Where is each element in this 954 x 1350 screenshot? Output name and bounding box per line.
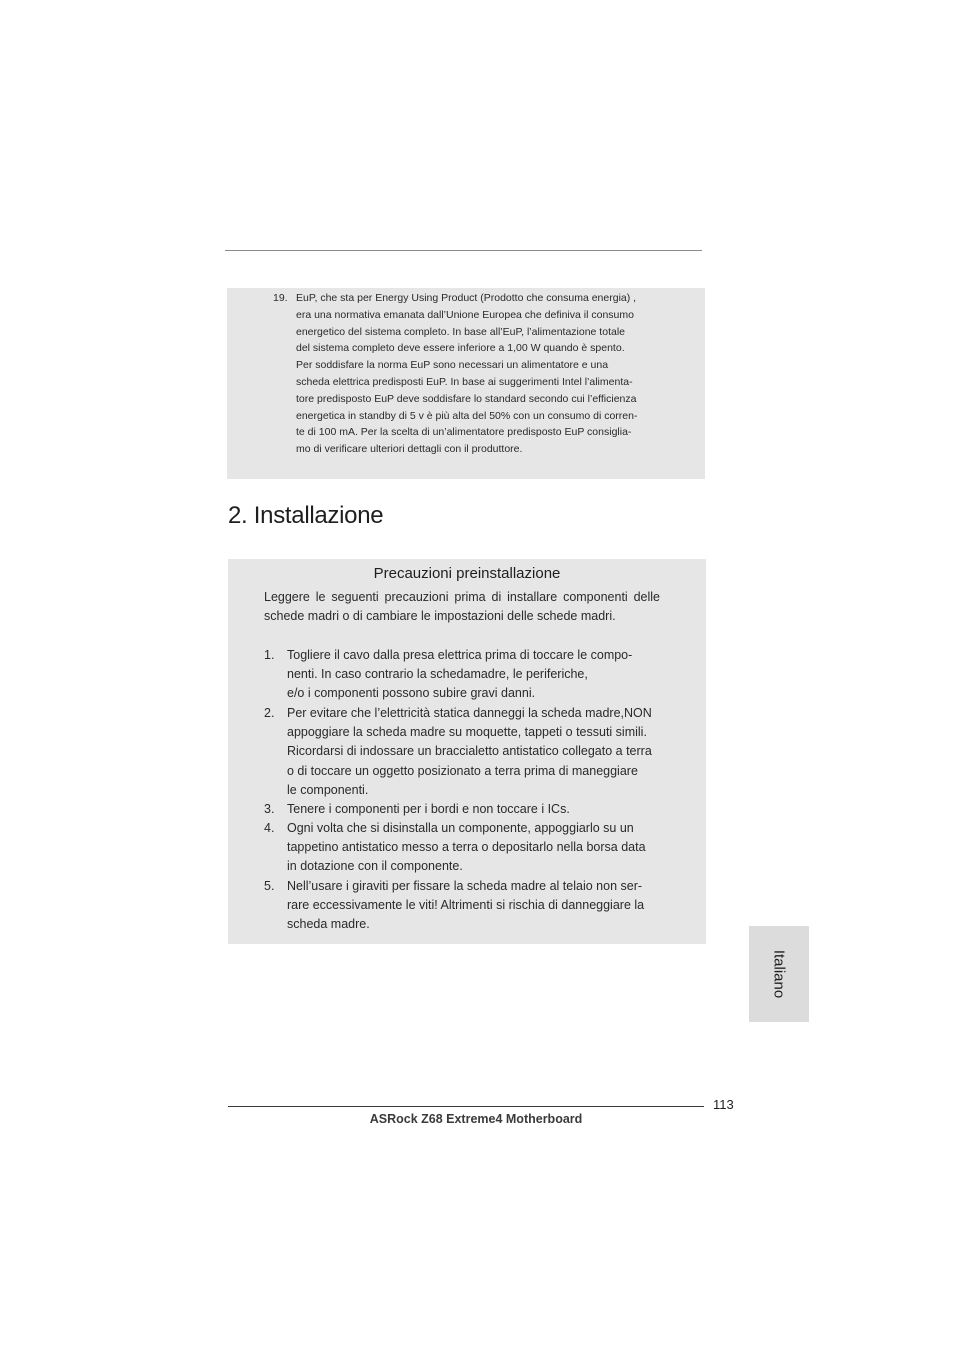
item-line: nenti. In caso contrario la schedamadre, le periferiche, — [287, 667, 588, 682]
precautions-intro — [264, 588, 660, 626]
item-line: in dotazione con il componente. — [287, 859, 463, 874]
footnote-text — [296, 290, 668, 458]
section-title: 2. Installazione — [228, 502, 384, 529]
item-text — [287, 704, 652, 800]
footnote-line: tore predisposto EuP deve soddisfare lo standard secondo cui l’efficienza — [296, 392, 637, 405]
item-number: 2. — [264, 706, 275, 720]
precautions-title: Precauzioni preinstallazione — [373, 565, 561, 582]
item-line: Ricordarsi di indossare un braccialetto antistatico collegato a terra — [287, 744, 652, 759]
item-line: appoggiare la scheda madre su moquette, tappeti o tessuti simili. — [287, 725, 647, 740]
footnote-line: mo di verificare ulteriori dettagli con il produttore. — [296, 443, 523, 456]
item-line: Togliere il cavo dalla presa elettrica prima di toccare le compo- — [287, 648, 633, 662]
language-label: Italiano — [770, 949, 788, 999]
item-text — [287, 646, 632, 704]
footnote-line: energetica in standby di 5 v è più alta del 50% con un consumo di corren- — [296, 409, 638, 422]
footnote-line: te di 100 mA. Per la scelta di un’alimentatore predisposto EuP consiglia- — [296, 426, 632, 439]
footnote-number: 19. — [273, 292, 288, 304]
item-number: 3. — [264, 802, 275, 816]
bottom-rule — [228, 1106, 704, 1107]
footnote-line: EuP, che sta per Energy Using Product (Prodotto che consuma energia) , — [296, 292, 637, 304]
footnote-line: del sistema completo deve essere inferiore a 1,00 W quando è spento. — [296, 342, 625, 355]
intro-line: schede madri o di cambiare le impostazioni delle schede madri. — [264, 609, 616, 624]
footer-text: ASRock Z68 Extreme4 Motherboard — [369, 1112, 583, 1126]
item-line: Nell’usare i giraviti per fissare la scheda madre al telaio non ser- — [287, 879, 643, 893]
top-rule — [225, 250, 702, 251]
item-line: tappetino antistatico messo a terra o depositarlo nella borsa data — [287, 840, 646, 855]
item-line: o di toccare un oggetto posizionato a terra prima di maneggiare — [287, 763, 638, 778]
item-line: rare eccessivamente le viti! Altrimenti si rischia di danneggiare la — [287, 898, 645, 913]
item-text — [287, 819, 646, 877]
item-line: e/o i componenti possono subire gravi danni. — [287, 686, 536, 701]
footnote-line: Per soddisfare la norma EuP sono necessari un alimentatore e una — [296, 359, 609, 372]
item-number: 5. — [264, 879, 275, 893]
footnote-line: scheda elettrica predisposti EuP. In base ai suggerimenti Intel l’alimenta- — [296, 375, 633, 388]
footnote-line: energetico del sistema completo. In base all’EuP, l’alimentazione totale — [296, 325, 625, 338]
item-line: Ogni volta che si disinstalla un componente, appoggiarlo su un — [287, 821, 634, 835]
item-number: 4. — [264, 821, 275, 835]
page-number: 113 — [713, 1097, 734, 1112]
intro-line: Leggere le seguenti precauzioni prima di installare componenti delle — [264, 590, 660, 604]
item-line: Per evitare che l’elettricità statica danneggi la scheda madre,NON — [287, 706, 652, 720]
item-number: 1. — [264, 648, 275, 662]
language-tab — [749, 926, 809, 1022]
footnote-line: era una normativa emanata dall’Unione Europea che definiva il consumo — [296, 308, 634, 321]
item-line: Tenere i componenti per i bordi e non toccare i ICs. — [287, 802, 570, 816]
item-line: scheda madre. — [287, 917, 370, 932]
item-text — [287, 877, 644, 935]
item-text — [287, 800, 570, 819]
item-line: le componenti. — [287, 782, 369, 797]
